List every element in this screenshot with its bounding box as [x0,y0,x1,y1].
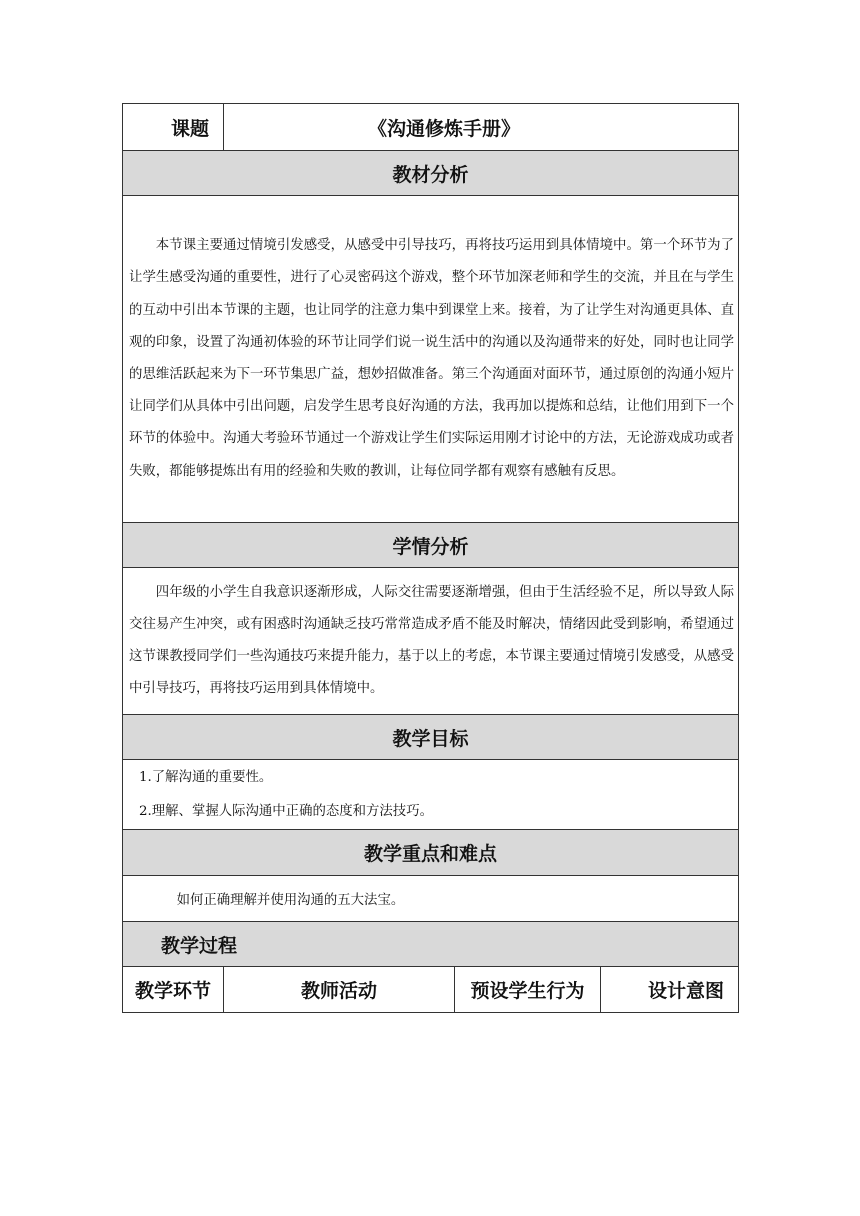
key-difficulties-title: 教学重点和难点 [123,830,739,876]
goal-item: 2.理解、掌握人际沟通中正确的态度和方法技巧。 [139,803,433,819]
key-difficulties-header-row [123,830,739,876]
textbook-analysis-title: 教材分析 [123,151,739,196]
key-difficulties-body-row [123,876,739,922]
process-col-intent: 设计意图 [601,967,739,1013]
textbook-analysis-body-row [123,196,739,523]
process-col-teacher: 教师活动 [224,967,455,1013]
topic-value: 《沟通修炼手册》 [224,104,739,151]
lesson-plan-table [122,103,739,1013]
teaching-goals-title: 教学目标 [123,715,739,760]
student-analysis-header-row [123,523,739,568]
process-col-stage: 教学环节 [123,967,224,1013]
goal-item: 1.了解沟通的重要性。 [139,769,273,785]
teaching-goals-header-row [123,715,739,760]
student-analysis-body: 四年级的小学生自我意识逐渐形成，人际交往需要逐渐增强，但由于生活经验不足，所以导致人际交往易产生冲突，或有困惑时沟通缺乏技巧常常造成矛盾不能及时解决，情绪因此受到影响，希望通过这节课教授同学们一些沟通技巧来提升能力，基于以上的考虑，本节课主要通过情境引发感受，从感受中引导技巧，再将技巧运用到具体情境中。 [123,568,739,715]
student-analysis-body-row [123,568,739,715]
process-col-student: 预设学生行为 [455,967,601,1013]
teaching-goals-body-row [123,760,739,830]
textbook-analysis-body: 本节课主要通过情境引发感受，从感受中引导技巧，再将技巧运用到具体情境中。第一个环节为了让学生感受沟通的重要性，进行了心灵密码这个游戏，整个环节加深老师和学生的交流，并且在与学生的互动中引出本节课的主题，也让同学的注意力集中到课堂上来。接着，为了让学生对沟通更具体、直观的印象，设置了沟通初体验的环节让同学们说一说生活中的沟通以及沟通带来的好处，同时也让同学的思维活跃起来为下一环节集思广益，想妙招做准备。第三个沟通面对面环节，通过原创的沟通小短片让同学们从具体中引出问题，启发学生思考良好沟通的方法，我再加以提炼和总结，让他们用到下一个环节的体验中。沟通大考验环节通过一个游戏让学生们实际运用刚才讨论中的方法，无论游戏成功或者失败，都能够提炼出有用的经验和失败的教训，让每位同学都有观察有感触有反思。 [123,196,739,523]
key-difficulties-body: 如何正确理解并使用沟通的五大法宝。 [123,876,739,922]
student-analysis-title: 学情分析 [123,523,739,568]
process-title: 教学过程 [123,922,739,967]
teaching-goals-list [123,760,739,830]
topic-label: 课题 [123,104,224,151]
topic-row [123,104,739,151]
process-columns-row [123,967,739,1013]
textbook-analysis-header-row [123,151,739,196]
process-header-row [123,922,739,967]
